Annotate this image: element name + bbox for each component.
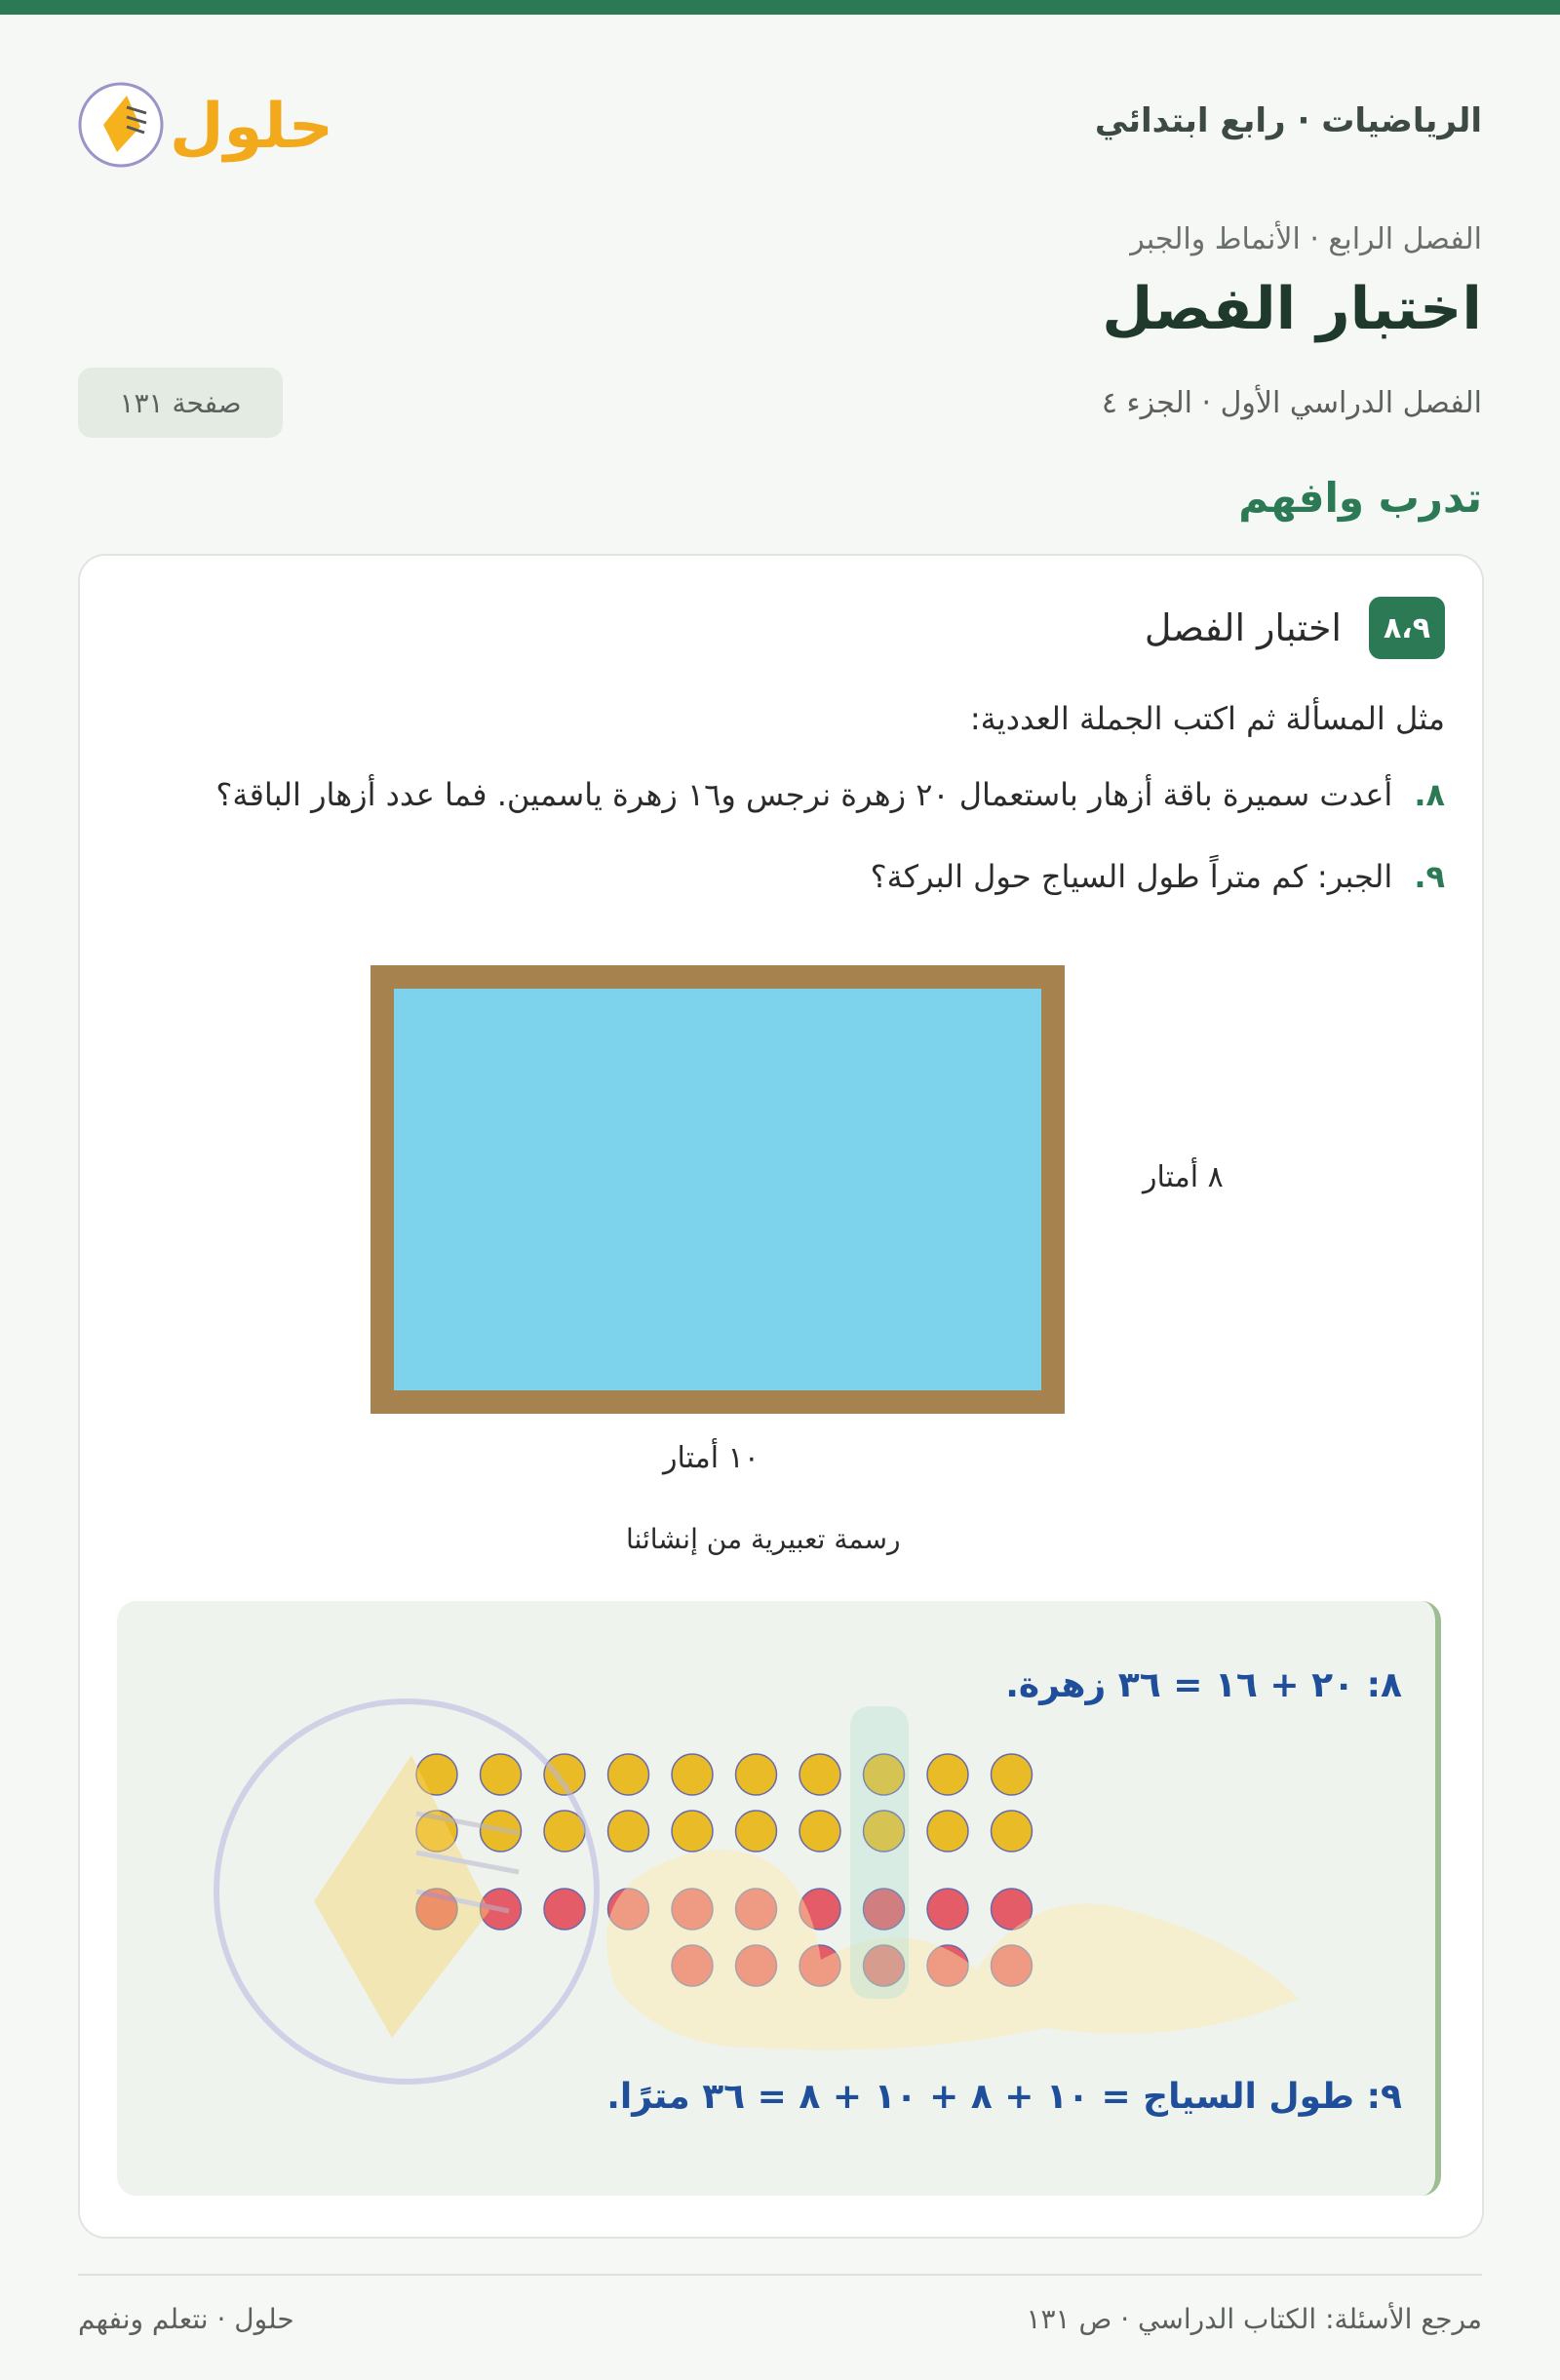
- card-title: اختبار الفصل: [1144, 606, 1342, 649]
- yellow-counter: [672, 1811, 713, 1852]
- instruction-text: مثل المسألة ثم اكتب الجملة العددية:: [969, 700, 1445, 737]
- red-counter: [672, 1889, 713, 1930]
- pool-figure: [370, 965, 1065, 1414]
- lesson-card: [78, 554, 1484, 2239]
- footer-reference: مرجع الأسئلة: الكتاب الدراسي · ص ١٣١: [1026, 2303, 1482, 2335]
- yellow-counter: [800, 1811, 840, 1852]
- red-counter: [864, 1889, 905, 1930]
- footer-brand: حلول · نتعلم ونفهم: [78, 2303, 294, 2335]
- flower-counters: [415, 1753, 1059, 2046]
- subject-grade-title: الرياضيات · رابع ابتدائي: [1094, 101, 1482, 140]
- red-counter: [608, 1889, 649, 1930]
- yellow-counter: [481, 1754, 522, 1795]
- yellow-counter: [481, 1811, 522, 1852]
- yellow-counter: [672, 1754, 713, 1795]
- pool-height-label: ٨ أمتار: [1143, 1160, 1224, 1194]
- yellow-counter: [927, 1754, 968, 1795]
- red-counter: [864, 1945, 905, 1986]
- page-title: اختبار الفصل: [1102, 275, 1482, 343]
- question-number: ٩.: [1414, 858, 1445, 895]
- hulul-logo: [76, 64, 349, 172]
- page-number-badge: صفحة ١٣١: [78, 368, 283, 438]
- red-counter: [416, 1889, 457, 1930]
- question-number: ٨.: [1414, 776, 1445, 813]
- yellow-counter: [544, 1811, 585, 1852]
- yellow-counter: [800, 1754, 840, 1795]
- question-text: أعدت سميرة باقة أزهار باستعمال ٢٠ زهرة نرجس و١٦ زهرة ياسمين. فما عدد أزهار الباقة؟: [215, 776, 1393, 813]
- answer-box: [117, 1601, 1441, 2196]
- yellow-counter: [927, 1811, 968, 1852]
- red-counter: [992, 1889, 1033, 1930]
- pool-water: [394, 989, 1041, 1390]
- red-counter: [800, 1945, 840, 1986]
- red-counter: [736, 1945, 777, 1986]
- semester-info: الفصل الدراسي الأول · الجزء ٤: [1101, 386, 1482, 420]
- section-heading: تدرب وافهم: [1238, 474, 1482, 522]
- question-text: الجبر: كم متراً طول السياج حول البركة؟: [870, 858, 1393, 895]
- yellow-counter: [864, 1754, 905, 1795]
- red-counter: [927, 1945, 968, 1986]
- answer-9: ٩: طول السياج = ١٠ + ٨ + ١٠ + ٨ = ٣٦ مترًا.: [606, 2077, 1402, 2117]
- logo-text: حلول: [170, 91, 333, 163]
- yellow-counter: [992, 1754, 1033, 1795]
- yellow-counter: [736, 1754, 777, 1795]
- lesson-number-badge: ٨،٩: [1369, 597, 1445, 659]
- red-counter: [992, 1945, 1033, 1986]
- top-accent-bar: [0, 0, 1560, 15]
- red-counter: [736, 1889, 777, 1930]
- yellow-counter: [992, 1811, 1033, 1852]
- card-header: [1145, 597, 1445, 659]
- red-counter: [927, 1889, 968, 1930]
- yellow-counter: [608, 1754, 649, 1795]
- yellow-counter: [736, 1811, 777, 1852]
- yellow-counter: [608, 1811, 649, 1852]
- yellow-counter: [416, 1754, 457, 1795]
- pool-width-label: ١٠ أمتار: [663, 1441, 760, 1475]
- red-counter: [800, 1889, 840, 1930]
- red-counter: [481, 1889, 522, 1930]
- answer-8: ٨: ٢٠ + ١٦ = ٣٦ زهرة.: [1005, 1665, 1402, 1705]
- yellow-counter: [416, 1811, 457, 1852]
- red-counter: [544, 1889, 585, 1930]
- chapter-subtitle: الفصل الرابع · الأنماط والجبر: [1130, 222, 1482, 256]
- question-9: [871, 858, 1445, 895]
- footer-divider: [78, 2274, 1482, 2276]
- yellow-counter: [544, 1754, 585, 1795]
- yellow-counter: [864, 1811, 905, 1852]
- red-counter: [672, 1945, 713, 1986]
- figure-caption: رسمة تعبيرية من إنشائنا: [626, 1523, 901, 1555]
- question-8: [215, 776, 1445, 813]
